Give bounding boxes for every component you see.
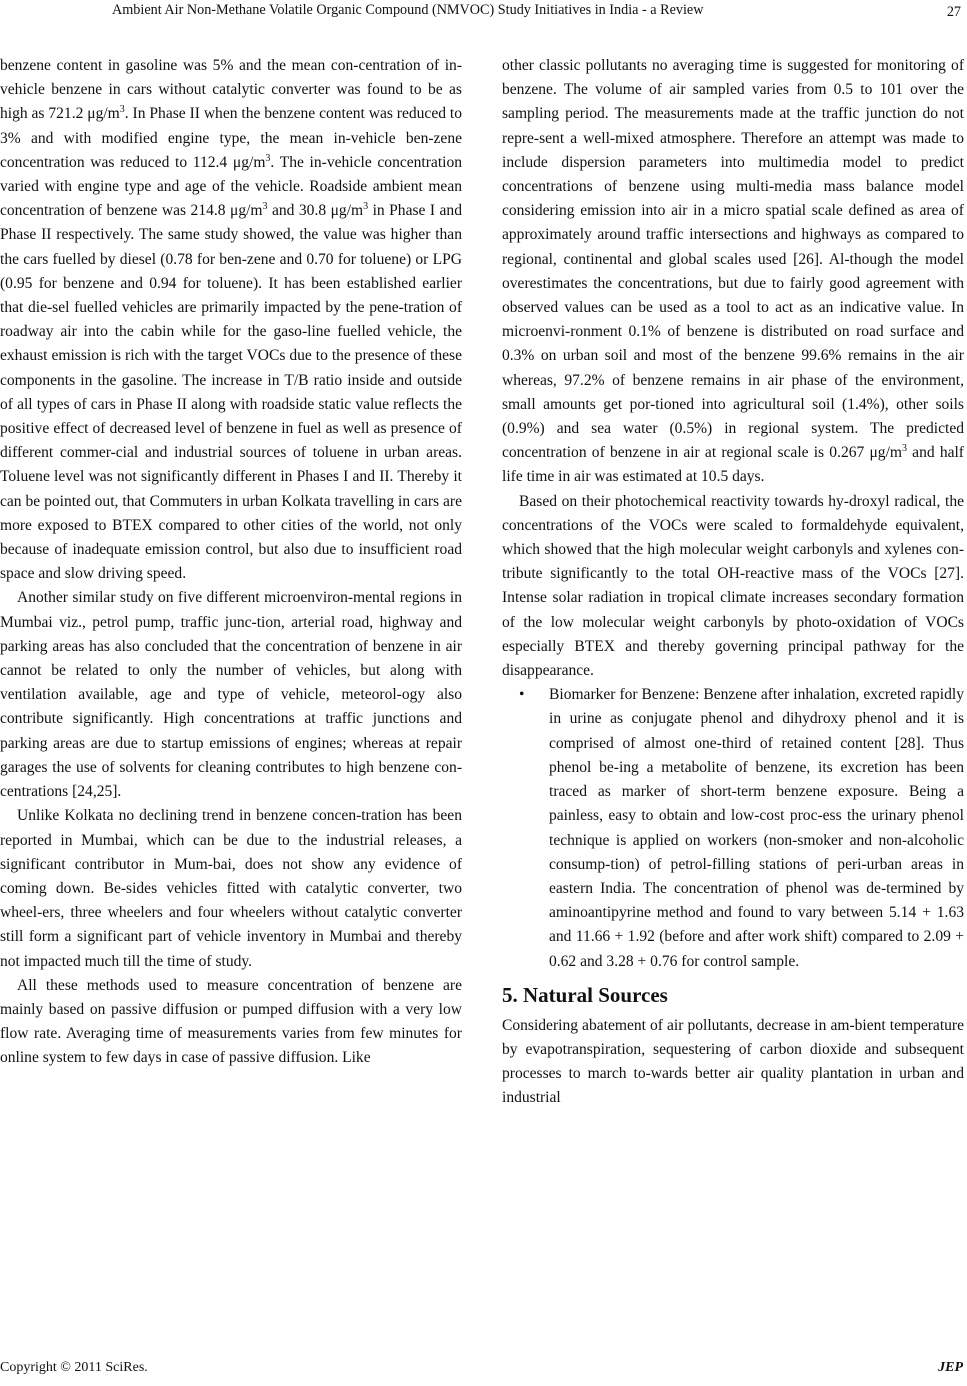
paragraph: other classic pollutants no averaging time is suggested for monitoring of benzene. The volume of air sampled varies from 0.5 to 101 over the sampling period. The measurements made at the traffic junction do not repre-sent a well-mixed atmosphere. Therefore an attempt was made to include dispersion parameters into multimedia model to predict concentrations of benzene using multi-media mass balance model considering emission into air in a micro spatial scale defined as area of approximately around traffic intersections and highways as compared to regional, continental and global scales used [26]. Al-though the model overestimates the concentrations, but due to fairly good agreement with observed values can be used as a tool to act as an indicative value. In microenvi-ronment 0.1% of benzene is distributed on road surface and 0.3% on urban soil and most of the benzene 99.6% remains in the air whereas, 97.2% of benzene remains in air phase of the environment, small amounts get por-tioned into agricultural soil (1.4%), other soils (0.9%) and sea water (0.5%) in regional system. The predicted concentration of benzene in air at regional scale is 0.267 $\mu g/m^3$ and half life time in air was estimated at 10.5 days. [502, 57, 964, 486]
paragraph: Unlike Kolkata no declining trend in benzene concen-tration has been reported in Mumbai, which can be due to the industrial releases, a significant contributor in Mum-bai, does not show any evidence of coming down. Be-sides vehicles fitted with catalytic converter, two wheel-ers, three wheelers and four wheelers without catalytic converter still form a significant part of vehicle inventory in Mumbai and thereby not impacted much till the time of study. [0, 807, 462, 970]
page-number: 27 [946, 4, 961, 20]
list-item: • Biomarker for Benzene: Benzene after inhalation, excreted rapidly in urine as conjugate phenol and dihydroxy phenol and it is comprised of almost one-third of retained content [28]. Thus phenol be-ing a metabolite of benzene, its excretion has been traced as marker of short-term benzene exposure. Being a painless, easy to obtain and low-cost proc-ess the urinary phenol technique is applied on workers (non-smoker and non-alcoholic consump-tion) of petrol-filling stations of peri-urban areas in eastern India. The concentration of phenol was de-termined by aminoantipyrine method and found to vary between 5.14 + 1.63 and 11.66 + 1.92 (before and after work shift) compared to 2.09 + 0.62 and 3.28 + 0.76 for control sample. [549, 683, 964, 973]
left-column [0, 54, 462, 1071]
paragraph: benzene content in gasoline was 5% and the mean con-centration of in-vehicle benzene in cars without catalytic converter was found to be as high as 721.2 $\mu g/m^3$. In Phase II when the benzene content was reduced to 3% and with modified engine type, the mean in-vehicle ben-zene concentration was reduced to 112.4 $\mu g/m^3$. The in-vehicle concentration varied with engine type and age of the vehicle. Roadside ambient mean concentration of benzene was 214.8 $\mu g/m^3$ and 30.8 $\mu g/m^3$ in Phase I and Phase II respectively. The same study showed, the value was higher than the cars fuelled by diesel (0.78 for ben-zene and 0.70 for toluene) or LPG (0.95 for benzene and 0.94 for toluene). It has been established earlier that die-sel fuelled vehicles are primarily impacted by the pene-tration of roadway air into the cabin while for the gaso-line fuelled vehicle, the exhaust emission is rich with the target VOCs due to the presence of these components in the gasoline. The increase in T/B ratio inside and outside of all types of cars in Phase II along with roadside static value reflects the positive effect of decreased level of benzene in fuel as well as presence of different commer-cial and industrial sources of toluene in urban areas. Toluene level was not significantly different in Phases I and II. Thereby it can be pointed out, that Commuters in urban Kolkata travelling in cars are more exposed to BTEX compared to other cities of the world, not only because of inadequate emission control, but also due to insufficient road space and slow driving speed. [0, 57, 463, 583]
paragraph: All these methods used to measure concentration of benzene are mainly based on passive diffusion or pumped diffusion with a very low flow rate. Averaging time of measurements varies from few minutes for online system to few days in case of passive diffusion. Like [0, 976, 462, 1067]
paragraph: Considering abatement of air pollutants, decrease in am-bient temperature by evapotranspiration, sequestering of carbon dioxide and subsequent processes to march to-wards better air quality plantation in urban and industrial [502, 1016, 964, 1107]
paragraph: Based on their photochemical reactivity towards hy-droxyl radical, the concentrations of the VOCs were scaled to formaldehyde equivalent, which showed that the high molecular weight carbonyls and xylenes con-tribute significantly to the total OH-reactive mass of the VOCs [27]. Intense solar radiation in tropical climate increases secondary formation of the low molecular weight carbonyls by photo-oxidation of VOCs especially BTEX and thereby governing principal pathway for the disappearance. [502, 492, 964, 680]
page-footer [0, 1360, 967, 1382]
journal-abbrev: JEP [938, 1360, 963, 1375]
section-heading: 5. Natural Sources [502, 982, 668, 1007]
running-title: Ambient Air Non-Methane Volatile Organic Compound (NMVOC) Study Initiatives in India - a Review [112, 2, 704, 18]
running-header [0, 0, 967, 24]
copyright: Copyright © 2011 SciRes. [0, 1360, 148, 1375]
paragraph: Another similar study on five different microenviron-mental regions in Mumbai viz., petrol pump, traffic junc-tion, arterial road, highway and parking areas has also concluded that the concentration of benzene in air cannot be related to only the number of vehicles, but along with ventilation available, age and type of vehicle, meteorol-ogy also contribute significantly. High concentrations at traffic junctions and parking areas are due to startup emissions of engines; whereas at repair garages the use of solvents for cleaning contributes to high benzene con-centrations [24,25]. [0, 589, 462, 801]
right-column [502, 54, 964, 1111]
bullet-list [502, 683, 964, 973]
bullet-icon: • [519, 686, 525, 704]
